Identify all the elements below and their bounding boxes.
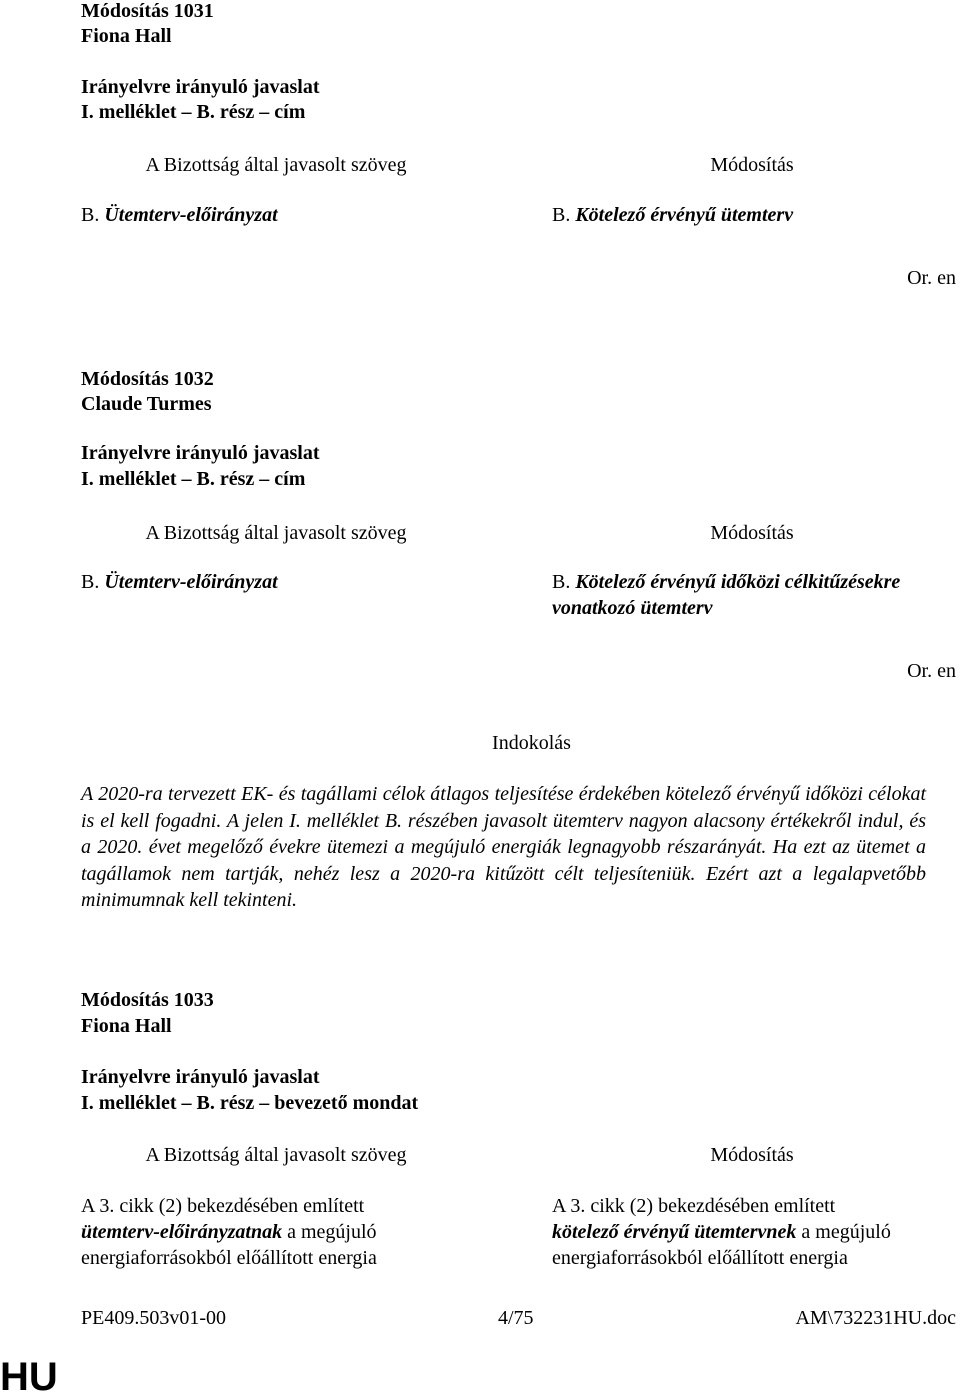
amendment-1033-proposal: Irányelvre irányuló javaslat — [81, 1066, 320, 1088]
amendment-1032-right-text: B. Kötelező érvényű időközi célkitűzésekre vonatkozó ütemterv — [552, 571, 901, 619]
amendment-1033-left-text: A 3. cikk (2) bekezdésében említett ütemterv-előirányzatnak a megújuló energiaforrásokból előállított energia — [81, 1195, 377, 1269]
amendment-1033-right-text: A 3. cikk (2) bekezdésében említett kötelező érvényű ütemtervnek a megújuló energiaforrásokból előállított energia — [552, 1195, 891, 1269]
amendment-1031-proposal: Irányelvre irányuló javaslat — [81, 76, 320, 98]
amendment-1031-col-left-header: A Bizottság által javasolt szöveg — [145, 154, 407, 176]
footer-file-name: AM\732231HU.doc — [795, 1307, 956, 1329]
amendment-1032-original-language: Or. en — [907, 660, 956, 682]
amendment-1032-proposal: Irányelvre irányuló javaslat — [81, 442, 320, 464]
amendment-1031-reference: I. melléklet – B. rész – cím — [81, 101, 306, 123]
amendment-1033-col-left-header: A Bizottság által javasolt szöveg — [145, 1144, 407, 1166]
amendment-1031-title: Módosítás 1031 — [81, 0, 214, 22]
amendment-1031-right-text: B. Kötelező érvényű ütemterv — [552, 204, 794, 226]
amendment-1033-col-right-header: Módosítás — [710, 1144, 794, 1166]
amendment-1031-col-right-header: Módosítás — [710, 154, 794, 176]
justification-heading: Indokolás — [492, 732, 571, 754]
amendment-1032-author: Claude Turmes — [81, 393, 212, 415]
footer-page-number: 4/75 — [498, 1307, 534, 1329]
amendment-1032-left-text: B. Ütemterv-előirányzat — [81, 571, 278, 593]
amendment-1031-original-language: Or. en — [907, 267, 956, 289]
amendment-1033-author: Fiona Hall — [81, 1015, 172, 1037]
amendment-1032-col-right-header: Módosítás — [710, 522, 794, 544]
amendment-1032-col-left-header: A Bizottság által javasolt szöveg — [145, 522, 407, 544]
amendment-1033-title: Módosítás 1033 — [81, 989, 214, 1011]
language-code: HU — [0, 1355, 58, 1399]
amendment-1032-title: Módosítás 1032 — [81, 368, 214, 390]
footer-doc-ref: PE409.503v01-00 — [81, 1307, 226, 1329]
amendment-1031-author: Fiona Hall — [81, 25, 172, 47]
justification-text: A 2020-ra tervezett EK- és tagállami célok átlagos teljesítése érdekében kötelező érvényű időközi célokat is el kell fogadni. A jelen I. melléklet B. részében javasolt ütemterv nagyon alacsony értékekről indul, és a 2020. évet megelőző évekre ütemezi a megújuló energiák legnagyobb részarányát. Ha ezt az ütemet a tagállamok nem tartják, nehéz lesz a 2020-ra kitűzött célt teljesíteniük. Ezért azt a legalapvetőbb minimumnak kell tekinteni. — [81, 783, 926, 911]
amendment-1033-reference: I. melléklet – B. rész – bevezető mondat — [81, 1092, 419, 1114]
amendment-1032-reference: I. melléklet – B. rész – cím — [81, 468, 306, 490]
amendment-1031-left-text: B. Ütemterv-előirányzat — [81, 204, 278, 226]
